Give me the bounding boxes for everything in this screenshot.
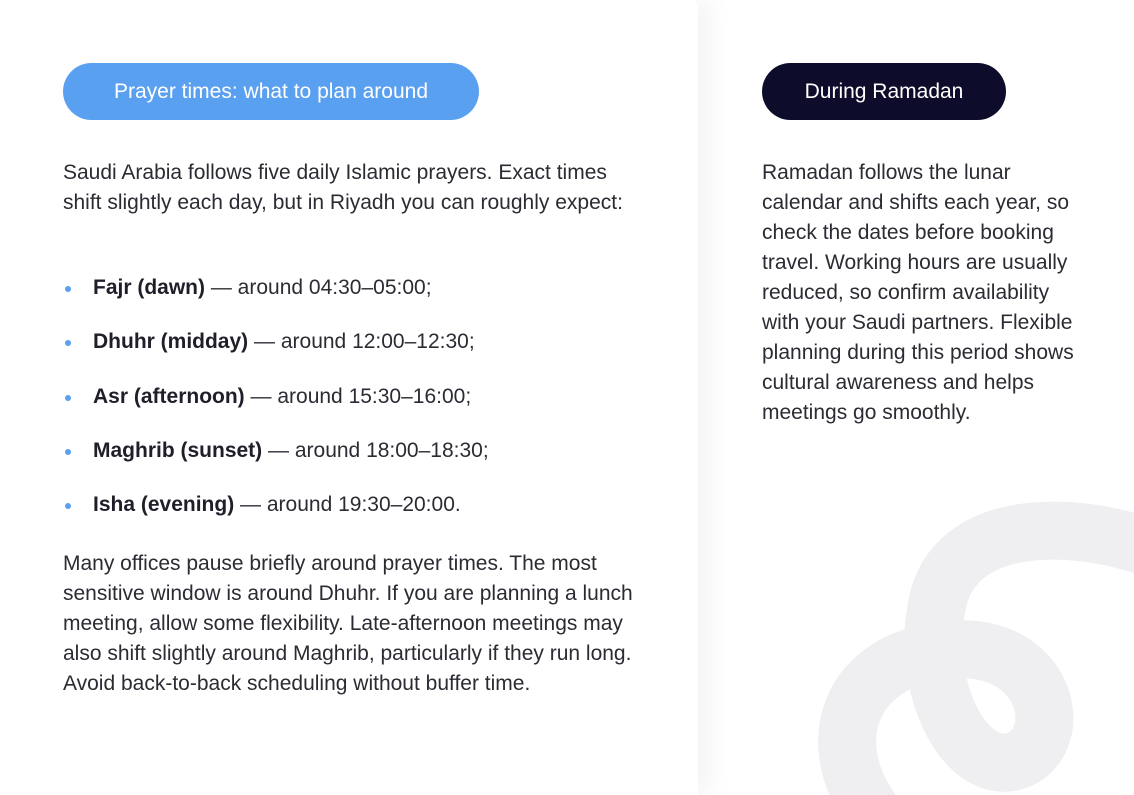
ramadan-heading-pill: During Ramadan — [762, 63, 1006, 120]
prayer-times-heading-pill: Prayer times: what to plan around — [63, 63, 479, 120]
prayer-item-fajr — [63, 273, 489, 303]
bullet-dot-icon — [65, 503, 71, 509]
prayer-list — [63, 273, 489, 544]
prayer-time: — around 15:30–16:00; — [244, 384, 472, 408]
prayer-time: — around 19:30–20:00. — [234, 493, 461, 517]
bullet-dot-icon — [65, 449, 71, 455]
prayer-time: — around 18:00–18:30; — [262, 438, 489, 462]
prayer-name: Asr (afternoon) — [93, 384, 245, 408]
prayer-intro-text: Saudi Arabia follows five daily Islamic prayers. Exact times shift slightly each day, but in Riyadh you can roughly expect: — [63, 161, 623, 214]
ramadan-body-text: Ramadan follows the lunar calendar and shifts each year, so check the dates before booking travel. Working hours are usually reduced, so confirm availability with your Saudi partners. Flexible planning during this period shows cultural awareness and helps meetings go smoothly. — [762, 161, 1074, 424]
prayer-outro-text: Many offices pause briefly around prayer times. The most sensitive window is around Dhuhr. If you are planning a lunch meeting, allow some flexibility. Late-afternoon meetings may also shift slightly around Maghrib, particularly if they run long. Avoid back-to-back scheduling without buffer time. — [63, 552, 633, 695]
prayer-time: — around 12:00–12:30; — [248, 330, 475, 354]
bullet-dot-icon — [65, 286, 71, 292]
ramadan-panel — [698, 0, 1134, 795]
prayer-name: Maghrib (sunset) — [93, 438, 263, 462]
prayer-time: — around 04:30–05:00; — [205, 276, 432, 299]
prayer-item-dhuhr — [63, 327, 489, 357]
prayer-name: Fajr (dawn) — [93, 276, 206, 299]
prayer-name: Dhuhr (midday) — [93, 330, 249, 354]
prayer-item-isha — [63, 490, 489, 520]
prayer-name: Isha (evening) — [93, 493, 235, 517]
prayer-item-asr — [63, 382, 489, 412]
bullet-dot-icon — [65, 340, 71, 346]
bullet-dot-icon — [65, 395, 71, 401]
prayer-item-maghrib — [63, 436, 489, 466]
